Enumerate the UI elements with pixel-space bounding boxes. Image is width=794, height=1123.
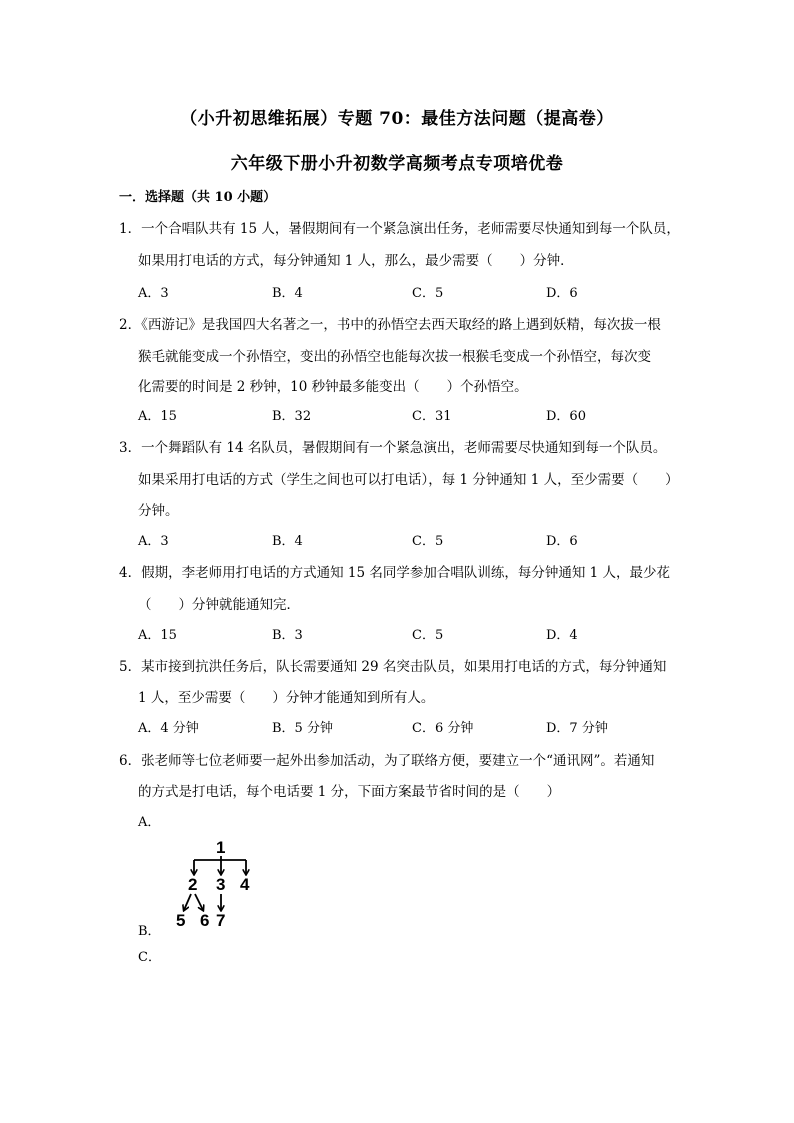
question-1-option-d: D．6 [546, 286, 578, 301]
question-3-line-3: 分钟。 [138, 503, 179, 519]
question-4-option-d: D．4 [546, 628, 578, 643]
diagram-arrow-2-5 [184, 894, 191, 910]
diagram-node-2: 2 [188, 875, 198, 894]
question-6-option-a: A． [138, 815, 161, 830]
question-5-option-a: A．4 分钟 [138, 721, 199, 736]
question-4-line-1: 4．假期，李老师用打电话的方式通知 15 名同学参加合唱队训练，每分钟通知 1 人，最少花 [119, 565, 671, 581]
question-6-line-2: 的方式是打电话，每个电话要 1 分，下面方案最节省时间的是（ ） [138, 784, 561, 800]
question-2-option-d: D．60 [546, 409, 586, 424]
question-2-line-1: 2．《西游记》是我国四大名著之一，书中的孙悟空去西天取经的路上遇到妖精，每次拔一根 [119, 317, 661, 333]
question-2-option-b: B．32 [272, 409, 312, 424]
diagram-arrow-2-6 [195, 894, 203, 910]
question-1-line-1: 1．一个合唱队共有 15 人，暑假期间有一个紧急演出任务，老师需要尽快通知到每一个队员， [119, 221, 680, 237]
diagram-node-3: 3 [216, 875, 226, 894]
question-4-option-a: A．15 [138, 628, 177, 643]
question-3-option-c: C．5 [412, 534, 444, 549]
question-5-option-c: C．6 分钟 [412, 721, 474, 736]
question-4-option-c: C．5 [412, 628, 444, 643]
question-2-line-2: 猴毛就能变成一个孙悟空，变出的孙悟空也能每次拔一根猴毛变成一个孙悟空，每次变 [138, 349, 651, 365]
phone-tree-diagram [172, 838, 262, 930]
question-6-line-1: 6．张老师等七位老师要一起外出参加活动，为了联络方便，要建立一个“通讯网”。若通知 [119, 753, 655, 769]
question-5-option-d: D．7 分钟 [546, 721, 608, 736]
question-6-option-c: C． [138, 950, 161, 965]
question-1-option-c: C．5 [412, 286, 444, 301]
question-2-option-a: A．15 [138, 409, 177, 424]
section-heading: 一．选择题（共 10 小题） [119, 190, 277, 205]
question-6-option-b: B． [138, 924, 161, 939]
question-1-option-b: B．4 [272, 286, 303, 301]
question-3-option-a: A．3 [138, 534, 169, 549]
question-3-line-2: 如果采用打电话的方式（学生之间也可以打电话），每 1 分钟通知 1 人，至少需要（ ） [138, 472, 679, 488]
question-2-option-c: C．31 [412, 409, 452, 424]
question-3-option-d: D．6 [546, 534, 578, 549]
question-2-line-3: 化需要的时间是 2 秒钟，10 秒钟最多能变出（ ）个孙悟空。 [138, 379, 528, 395]
document-title: （小升初思维拓展）专题 70：最佳方法问题（提高卷） [180, 109, 614, 129]
diagram-node-1: 1 [216, 838, 226, 857]
question-5-option-b: B．5 分钟 [272, 721, 333, 736]
document-subtitle: 六年级下册小升初数学高频考点专项培优卷 [230, 154, 564, 174]
question-3-line-1: 3．一个舞蹈队有 14 名队员，暑假期间有一个紧急演出，老师需要尽快通知到每一个队员。 [119, 440, 667, 456]
question-1-option-a: A．3 [138, 286, 169, 301]
diagram-node-5: 5 [176, 911, 186, 930]
question-4-line-2: （ ）分钟就能通知完． [138, 597, 300, 613]
question-4-option-b: B．3 [272, 628, 303, 643]
diagram-node-4: 4 [240, 875, 250, 894]
question-5-line-1: 5．某市接到抗洪任务后，队长需要通知 29 名突击队员，如果用打电话的方式，每分钟通知 [119, 659, 667, 675]
diagram-node-7: 7 [216, 911, 226, 930]
question-1-line-2: 如果用打电话的方式，每分钟通知 1 人，那么，最少需要（ ）分钟． [138, 253, 574, 269]
question-5-line-2: 1 人，至少需要（ ）分钟才能通知到所有人。 [138, 690, 435, 706]
question-3-option-b: B．4 [272, 534, 303, 549]
diagram-node-6: 6 [200, 911, 210, 930]
